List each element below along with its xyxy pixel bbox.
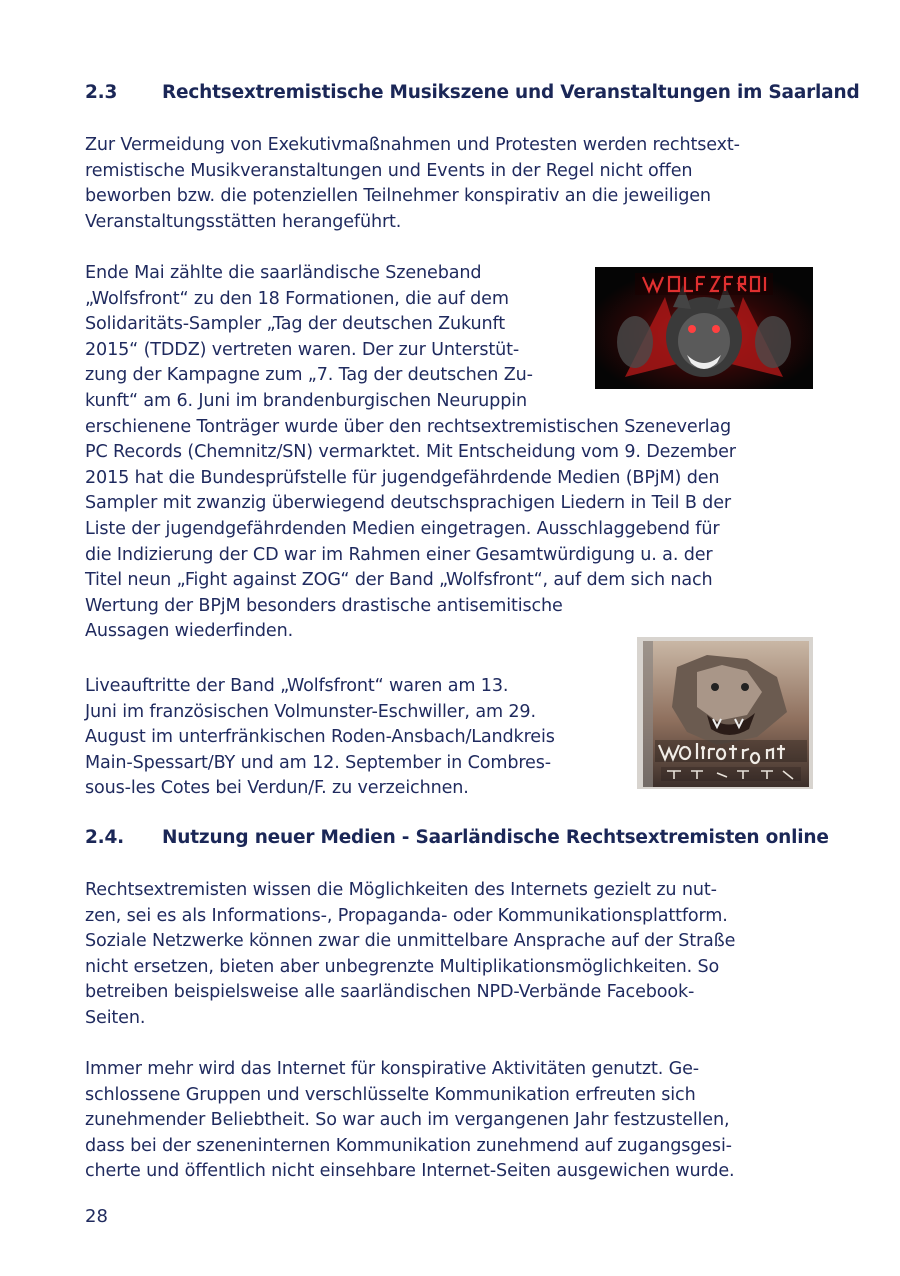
text-line: zen, sei es als Informations-, Propaganda- oder Kommunikationsplattform. — [85, 905, 728, 926]
text-line: cherte und öffentlich nicht einsehbare Internet-Seiten ausgewichen wurde. — [85, 1161, 735, 1182]
text-line: Liste der jugendgefährdenden Medien eingetragen. Ausschlaggebend für — [85, 518, 720, 539]
text-line: schlossene Gruppen und verschlüsselte Kommunikation erfreuten sich — [85, 1084, 696, 1105]
text-line: Liveauftritte der Band „Wolfsfront“ waren am 13. — [85, 676, 509, 696]
text-line: PC Records (Chemnitz/SN) vermarktet. Mit Entscheidung vom 9. Dezember — [85, 442, 736, 463]
text-line: Soziale Netzwerke können zwar die unmittelbare Ansprache auf der Straße — [85, 931, 736, 952]
section-title: Rechtsextremistische Musikszene und Veranstaltungen im Saarland — [162, 82, 860, 103]
paragraph-conspiratorial — [85, 1057, 734, 1185]
text-line: Titel neun „Fight against ZOG“ der Band „Wolfsfront“, auf dem sich nach — [85, 570, 713, 591]
page-number: 28 — [85, 1206, 108, 1227]
cd-cover-image — [637, 637, 813, 789]
paragraph-sampler — [85, 261, 736, 645]
paragraph-internet-use — [85, 878, 735, 1032]
text-line: Solidaritäts-Sampler „Tag der deutschen Zukunft — [85, 314, 506, 335]
text-line: zung der Kampagne zum „7. Tag der deutschen Zu- — [85, 365, 533, 386]
paragraph-live-performances — [85, 674, 555, 802]
text-line: Juni im französischen Volmunster-Eschwiller, am 29. — [85, 701, 536, 722]
text-line: erschienene Tonträger wurde über den rechtsextremistischen Szeneverlag — [85, 416, 732, 437]
document-page — [85, 0, 860, 1276]
section-number: 2.4. — [85, 827, 125, 848]
text-line: 2015“ (TDDZ) vertreten waren. Der zur Unterstüt- — [85, 339, 520, 360]
text-line: August im unterfränkischen Roden-Ansbach/Landkreis — [85, 727, 555, 748]
text-line: Immer mehr wird das Internet für konspirative Aktivitäten genutzt. Ge- — [85, 1059, 699, 1079]
section-number: 2.3 — [85, 82, 118, 103]
text-line: remistische Musikveranstaltungen und Events in der Regel nicht offen — [85, 160, 693, 181]
wolf-cd-graphic — [637, 637, 813, 789]
text-line: Rechtsextremisten wissen die Möglichkeiten des Internets gezielt zu nut- — [85, 880, 717, 900]
text-line: zunehmender Beliebtheit. So war auch im vergangenen Jahr festzustellen, — [85, 1110, 730, 1131]
paragraph-intro — [85, 133, 740, 235]
text-line: Zur Vermeidung von Exekutivmaßnahmen und Protesten werden rechtsext- — [85, 135, 740, 155]
text-line: Main-Spessart/BY und am 12. September in Combres- — [85, 752, 551, 773]
text-line: dass bei der szeneninternen Kommunikation zunehmend auf zugangsgesi- — [85, 1135, 732, 1156]
text-line: Ende Mai zählte die saarländische Szeneband — [85, 263, 482, 283]
text-line: Wertung der BPjM besonders drastische antisemitische — [85, 595, 563, 616]
text-line: Aussagen wiederfinden. — [85, 621, 294, 642]
text-line: Seiten. — [85, 1007, 146, 1028]
text-line: nicht ersetzen, bieten aber unbegrenzte Multiplikationsmöglichkeiten. So — [85, 956, 720, 977]
text-line: kunft“ am 6. Juni im brandenburgischen Neuruppin — [85, 390, 527, 411]
text-line: Sampler mit zwanzig überwiegend deutschsprachigen Liedern in Teil B der — [85, 493, 731, 514]
text-line: „Wolfsfront“ zu den 18 Formationen, die auf dem — [85, 288, 509, 309]
section-title: Nutzung neuer Medien - Saarländische Rechtsextremisten online — [162, 827, 829, 848]
text-line: 2015 hat die Bundesprüfstelle für jugendgefährdende Medien (BPjM) den — [85, 467, 720, 488]
text-line: Veranstaltungsstätten herangeführt. — [85, 211, 402, 232]
text-line: beworben bzw. die potenziellen Teilnehmer konspirativ an die jeweiligen — [85, 186, 711, 207]
text-line: die Indizierung der CD war im Rahmen einer Gesamtwürdigung u. a. der — [85, 544, 713, 565]
text-line: sous-les Cotes bei Verdun/F. zu verzeichnen. — [85, 778, 469, 799]
text-line: betreiben beispielsweise alle saarländischen NPD-Verbände Facebook- — [85, 982, 695, 1003]
